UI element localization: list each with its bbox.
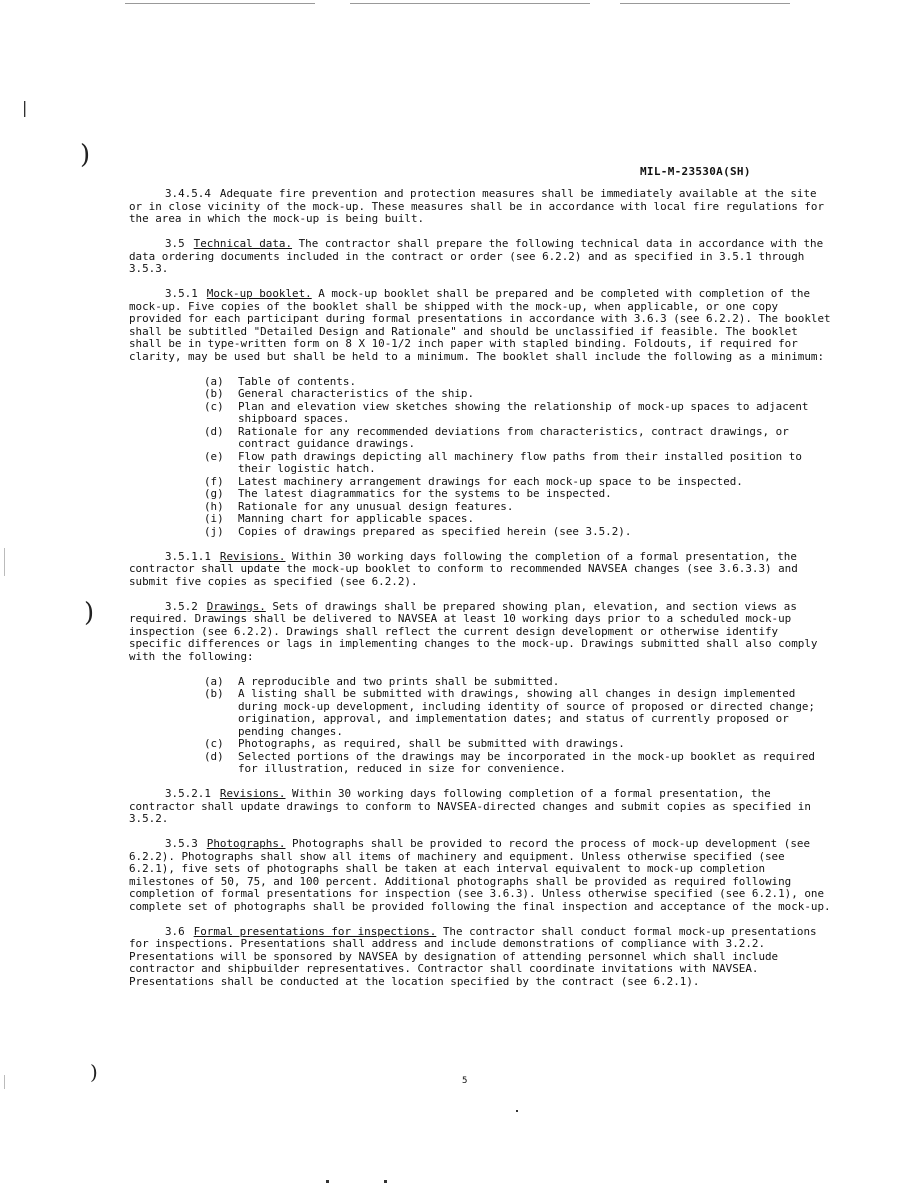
scan-artifact-paren: ) <box>84 598 95 628</box>
paragraph-title: Mock-up booklet. <box>206 287 312 300</box>
document-identifier: MIL-M-23530A(SH) <box>640 165 751 178</box>
paragraph-title: Photographs. <box>206 837 286 850</box>
paragraph-number: 3.5 <box>165 237 185 250</box>
scan-edge-line <box>350 3 590 4</box>
list-item-text: Rationale for any unusual design features. <box>238 499 514 513</box>
scan-artifact-paren: ) <box>90 1060 98 1084</box>
paragraph-text: Photographs shall be provided to record the process of mock-up development (see 6.2.2). Photographs shall show all items of machinery and equipment. Unless otherwise specified (see 6.2.1), five sets of photographs shall be taken at each interval equivalent to mock-up completion milestones of 50, 75, and 100 percent. Additional photographs shall be provided as required following completion of formal presentations for inspection (see 3.6.3). Unless otherwise specified (see 6.2.1), one complete set of photographs shall be provided following the final inspection and acceptance of the mock-up. <box>129 837 831 913</box>
list-item-text: Plan and elevation view sketches showing the relationship of mock-up spaces to adjacent shipboard spaces. <box>238 399 809 425</box>
paragraph-text: Within 30 working days following completion of a formal presentation, the contractor shall update drawings to conform to NAVSEA-directed changes and submit copies as specified in 3.5.2. <box>129 787 811 825</box>
paragraph-number: 3.4.5.4 <box>165 187 211 200</box>
list-item-text: Photographs, as required, shall be submitted with drawings. <box>238 737 625 750</box>
paragraph-number: 3.5.1.1 <box>165 549 211 563</box>
paragraph-3-5-2-1 <box>129 788 835 826</box>
list-item <box>204 426 835 451</box>
list-item-label: (b) <box>204 387 224 400</box>
list-item-label: (g) <box>204 487 224 500</box>
paragraph-3-6 <box>129 926 835 989</box>
paragraph-3-5-2 <box>129 601 835 664</box>
drawings-requirements-list <box>129 676 835 776</box>
paragraph-title: Revisions. <box>219 549 286 563</box>
list-item-label: (h) <box>204 499 224 513</box>
paragraph-text: Sets of drawings shall be prepared showing plan, elevation, and section views as required. Drawings shall be delivered to NAVSEA at least 10 working days prior to a scheduled mock-up inspection (see 6.2.2). Drawings shall reflect the current design development or otherwise identify specific differences or lags in implementing changes to the mock-up. Drawings submitted shall also comply with the following: <box>129 599 818 663</box>
list-item-label: (d) <box>204 749 224 763</box>
scan-artifact-mark <box>384 1180 387 1183</box>
paragraph-3-5-1 <box>129 288 835 363</box>
list-item-label: (e) <box>204 449 224 463</box>
list-item-label: (c) <box>204 737 224 750</box>
list-item-text: Selected portions of the drawings may be incorporated in the mock-up booklet as required for illustration, reduced in size for convenience. <box>238 749 815 775</box>
paragraph-title: Revisions. <box>219 787 286 800</box>
paragraph-text: The contractor shall prepare the following technical data in accordance with the data ordering documents included in the contract or order (see 6.2.2) and as specified in 3.5.1 through 3.5.3. <box>129 237 824 275</box>
paragraph-number: 3.5.3 <box>165 837 198 850</box>
list-item-label: (f) <box>204 474 224 488</box>
list-item-label: (d) <box>204 424 224 438</box>
list-item-label: (a) <box>204 374 224 388</box>
list-item-label: (c) <box>204 399 224 413</box>
list-item-text: A listing shall be submitted with drawings, showing all changes in design implemented during mock-up development, including identity of source of proposed or directed change; origination, approval, and implementation dates; and status of currently proposed or pending changes. <box>238 687 815 738</box>
list-item-text: The latest diagrammatics for the systems to be inspected. <box>238 487 612 500</box>
list-item <box>204 526 835 539</box>
scan-artifact-paren: ) <box>80 140 91 170</box>
booklet-contents-list <box>129 376 835 539</box>
list-item <box>204 401 835 426</box>
list-item-label: (b) <box>204 687 224 700</box>
scan-artifact-mark <box>4 1075 5 1089</box>
scan-edge-line <box>125 3 315 4</box>
list-item-label: (a) <box>204 674 224 688</box>
scan-artifact-mark <box>326 1180 329 1183</box>
paragraph-number: 3.5.2.1 <box>165 787 211 800</box>
paragraph-number: 3.5.1 <box>165 287 198 300</box>
paragraph-text: Within 30 working days following the completion of a formal presentation, the contractor shall update the mock-up booklet to conform to recommended NAVSEA changes (see 3.6.3.3) and submit five copies as specified (see 6.2.2). <box>129 549 798 588</box>
paragraph-3-5-3 <box>129 838 835 913</box>
list-item <box>204 451 835 476</box>
paragraph-text: The contractor shall conduct formal mock-up presentations for inspections. Presentations shall address and include demonstrations of compliance with 3.2.2. Presentations will be sponsored by NAVSEA by designation of attending personnel which shall include contractor and shipbuilder representatives. Contractor shall coordinate invitations with NAVSEA. Presentations shall be conducted at the location specified by the contract (see 6.2.1). <box>129 924 817 988</box>
scan-artifact-mark <box>516 1110 518 1112</box>
page-number: 5 <box>462 1076 468 1086</box>
list-item <box>204 751 835 776</box>
list-item-label: (i) <box>204 512 224 525</box>
paragraph-title: Drawings. <box>206 599 266 613</box>
list-item-text: Copies of drawings prepared as specified herein (see 3.5.2). <box>238 524 632 538</box>
paragraph-title: Formal presentations for inspections. <box>193 924 437 938</box>
paragraph-text: A mock-up booklet shall be prepared and be completed with completion of the mock-up. Five copies of the booklet shall be shipped with the mock-up, when applicable, or one copy provided for each participant during formal presentations in accordance with 3.6.3 (see 6.2.2). The booklet shall be subtitled "Detailed Design and Rationale" and should be unclassified if feasible. The booklet shall be in type-written form on 8 X 10-1/2 inch paper with stapled binding. Foldouts, if required for clarity, may be used but shall be held to a minimum. The booklet shall include the following as a minimum: <box>129 287 831 363</box>
list-item-text: Latest machinery arrangement drawings for each mock-up space to be inspected. <box>238 474 743 488</box>
scan-artifact-mark <box>4 548 5 576</box>
list-item-text: Manning chart for applicable spaces. <box>238 512 475 525</box>
paragraph-number: 3.6 <box>165 924 185 938</box>
scan-artifact-mark: | <box>22 98 28 117</box>
list-item-text: Flow path drawings depicting all machinery flow paths from their installed position to their logistic hatch. <box>238 449 802 475</box>
paragraph-title: Technical data. <box>193 237 293 250</box>
list-item-text: A reproducible and two prints shall be submitted. <box>238 674 560 688</box>
list-item-text: Rationale for any recommended deviations from characteristics, contract drawings, or contract guidance drawings. <box>238 424 789 450</box>
scan-edge-line <box>620 3 790 4</box>
paragraph-text: Adequate fire prevention and protection measures shall be immediately available at the site or in close vicinity of the mock-up. These measures shall be in accordance with local fire regulations for the area in which the mock-up is being built. <box>129 187 825 225</box>
list-item-text: Table of contents. <box>238 374 357 388</box>
paragraph-3-5 <box>129 238 835 276</box>
paragraph-3-5-1-1 <box>129 551 835 589</box>
paragraph-3-4-5-4 <box>129 188 835 226</box>
list-item-label: (j) <box>204 524 224 538</box>
list-item-text: General characteristics of the ship. <box>238 387 475 400</box>
list-item <box>204 688 835 738</box>
paragraph-number: 3.5.2 <box>165 599 198 613</box>
document-body <box>129 188 835 1001</box>
